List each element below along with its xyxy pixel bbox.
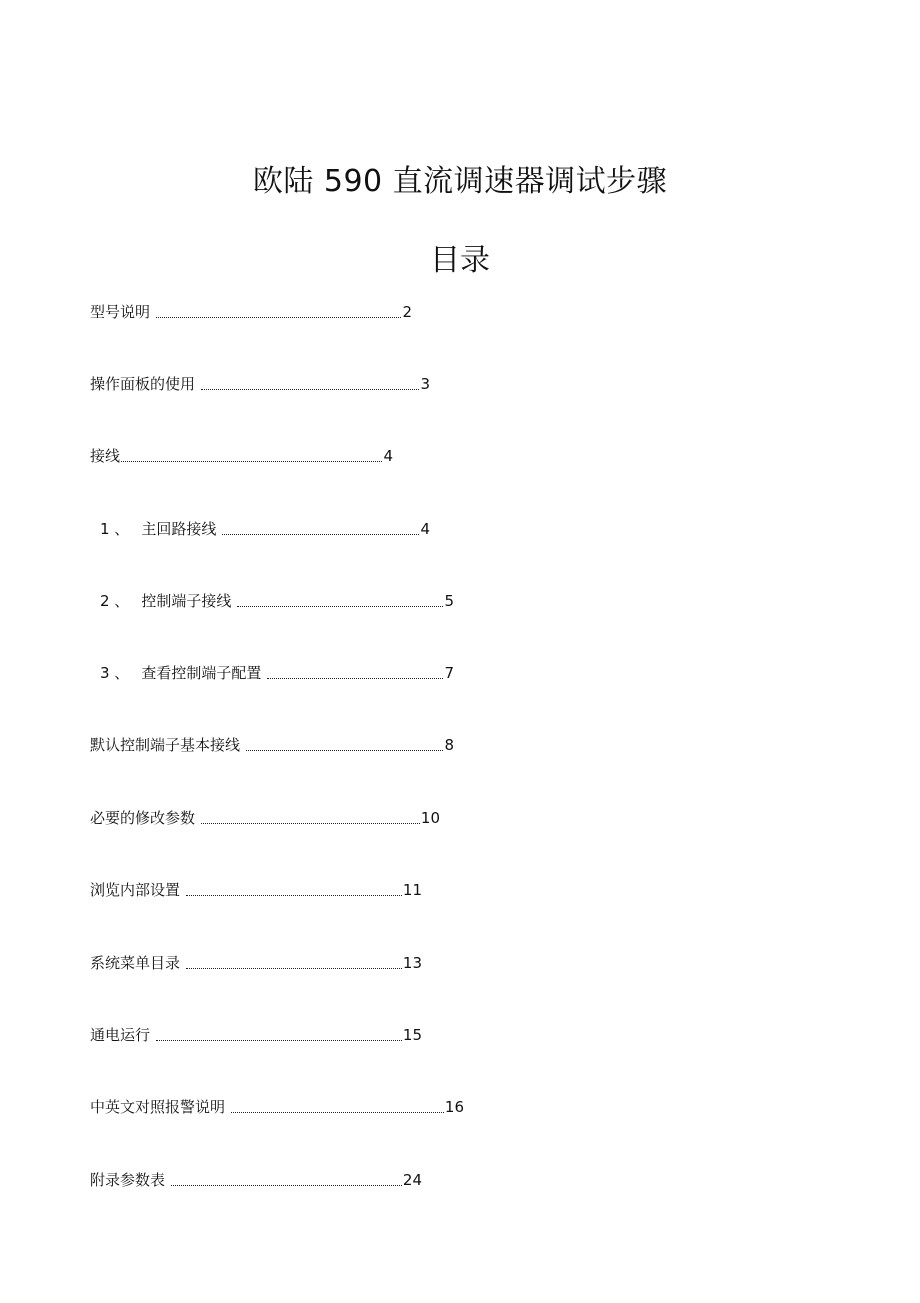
toc-dot-leader — [237, 606, 443, 607]
toc-page-number: 4 — [420, 520, 430, 538]
toc-entry-required-parameters[interactable] — [90, 804, 440, 828]
toc-page-number: 8 — [444, 736, 454, 754]
document-title: 欧陆 590 直流调速器调试步骤 — [252, 164, 668, 200]
toc-entry-label: 默认控制端子基本接线 — [90, 736, 241, 754]
toc-entry-system-menu[interactable] — [90, 949, 422, 973]
toc-entry-power-on-run[interactable] — [90, 1021, 422, 1045]
toc-entry-main-circuit-wiring[interactable] — [100, 515, 430, 539]
toc-dot-leader — [222, 534, 419, 535]
toc-entry-label: 浏览内部设置 — [90, 881, 181, 899]
toc-entry-label: 控制端子接线 — [141, 592, 232, 610]
toc-entry-view-terminal-config[interactable] — [100, 659, 454, 683]
toc-entry-number: 2 、 — [100, 592, 130, 610]
toc-entry-label: 接线 — [90, 447, 121, 465]
toc-dot-leader — [156, 317, 401, 318]
toc-dot-leader — [156, 1040, 402, 1041]
toc-entry-label: 主回路接线 — [141, 520, 217, 538]
toc-entry-label: 系统菜单目录 — [90, 954, 181, 972]
toc-page-number: 5 — [444, 592, 454, 610]
toc-entry-control-terminal-wiring[interactable] — [100, 587, 454, 611]
toc-entry-label: 附录参数表 — [90, 1171, 166, 1189]
toc-entry-label: 查看控制端子配置 — [141, 664, 262, 682]
toc-entry-model-description[interactable] — [90, 298, 412, 322]
toc-page-number: 16 — [444, 1098, 464, 1116]
toc-entry-default-terminal-wiring[interactable] — [90, 731, 454, 755]
toc-page-number: 2 — [402, 303, 412, 321]
toc-page-number: 24 — [402, 1171, 422, 1189]
toc-entry-label: 必要的修改参数 — [90, 809, 196, 827]
toc-dot-leader — [246, 750, 443, 751]
toc-dot-leader — [267, 678, 443, 679]
toc-heading: 目录 — [430, 242, 490, 278]
toc-dot-leader — [186, 895, 402, 896]
toc-page-number: 10 — [420, 809, 440, 827]
toc-entry-label: 通电运行 — [90, 1026, 151, 1044]
toc-page-number: 4 — [383, 447, 393, 465]
toc-entry-alarm-descriptions[interactable] — [90, 1093, 464, 1117]
toc-entry-label: 操作面板的使用 — [90, 375, 196, 393]
toc-dot-leader — [186, 968, 402, 969]
toc-entry-parameter-appendix[interactable] — [90, 1166, 422, 1190]
toc-entry-wiring[interactable] — [90, 442, 393, 466]
toc-entry-number: 1 、 — [100, 520, 130, 538]
toc-dot-leader — [171, 1185, 402, 1186]
toc-dot-leader — [201, 389, 419, 390]
toc-entry-number: 3 、 — [100, 664, 130, 682]
toc-page-number: 15 — [402, 1026, 422, 1044]
toc-dot-leader — [201, 823, 420, 824]
toc-page-number: 13 — [402, 954, 422, 972]
toc-page-number: 11 — [402, 881, 422, 899]
toc-dot-leader — [121, 461, 382, 462]
toc-entry-label: 中英文对照报警说明 — [90, 1098, 226, 1116]
toc-page-number: 3 — [420, 375, 430, 393]
toc-entry-label: 型号说明 — [90, 303, 151, 321]
toc-dot-leader — [231, 1112, 444, 1113]
toc-entry-browse-internal-settings[interactable] — [90, 876, 422, 900]
toc-entry-panel-usage[interactable] — [90, 370, 430, 394]
toc-page-number: 7 — [444, 664, 454, 682]
